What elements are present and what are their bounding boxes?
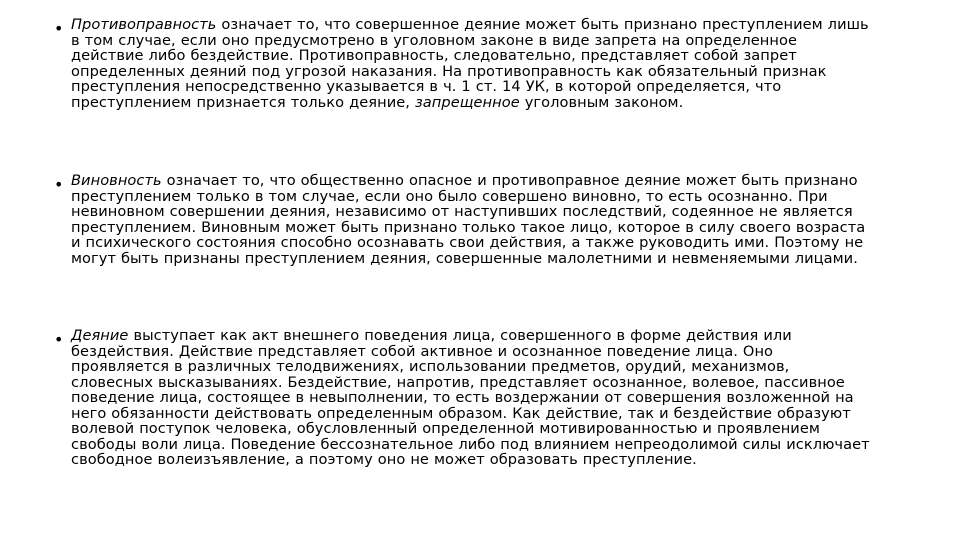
bullet-paragraph xyxy=(71,173,874,266)
paragraph-text: означает то, что совершенное деяние может быть признано преступлением лишь в том случае, если оно предусмотрено в уголовном законе в виде запрета на определенное действие либо бездействие. Противоправность, следовательно, представляет собой запрет определенных деяний под угрозой наказания. На противоправность как обязательный признак преступления непосредственно указывается в ч. 1 ст. 14 УК, в которой определяется, что преступлением признается только деяние, xyxy=(71,16,869,111)
paragraph-text: означает то, что общественно опасное и противоправное деяние может быть признано преступлением только в том случае, если оно было совершено виновно, то есть осознанно. При невиновном совершении деяния, независимо от наступивших последствий, содеянное не является преступлением. Виновным может быть признано только такое лицо, которое в силу своего возраста и психического состояния способно осознавать свои действия, а также руководить ими. Поэтому не могут быть признаны преступлением деяния, совершенные малолетними и невменяемыми лицами. xyxy=(71,172,866,267)
emphasized-word: запрещенное xyxy=(414,93,520,111)
bullet-item-deyanie xyxy=(54,328,874,468)
bullet-marker: • xyxy=(54,175,64,194)
bullet-paragraph xyxy=(71,17,874,110)
term-label: Деяние xyxy=(71,327,129,344)
term-label: Виновность xyxy=(71,172,162,189)
bullet-paragraph xyxy=(71,328,874,468)
paragraph-text-end: уголовным законом. xyxy=(519,93,684,111)
bullet-item-vinovnost xyxy=(54,173,874,266)
term-label: Противоправность xyxy=(71,16,217,33)
bullet-item-protivopravnost xyxy=(54,17,874,110)
bullet-marker: • xyxy=(54,330,64,349)
bullet-marker: • xyxy=(54,19,64,38)
paragraph-text: выступает как акт внешнего поведения лица, совершенного в форме действия или бездействия. Действие представляет собой активное и осознанное поведение лица. Оно проявляется в различных телодвижениях, использовании предметов, орудий, механизмов, словесных высказываниях. Бездействие, напротив, представляет осознанное, волевое, пассивное поведение лица, состоящее в невыполнении, то есть воздержании от совершения возложенной на него обязанности действовать определенным образом. Как действие, так и бездействие образуют волевой поступок человека, обусловленный определенной мотивированностью и проявлением свободы воли лица. Поведение бессознательное либо под влиянием непреодолимой силы исключает свободное волеизъявление, а поэтому оно не может образовать преступление. xyxy=(71,327,870,468)
